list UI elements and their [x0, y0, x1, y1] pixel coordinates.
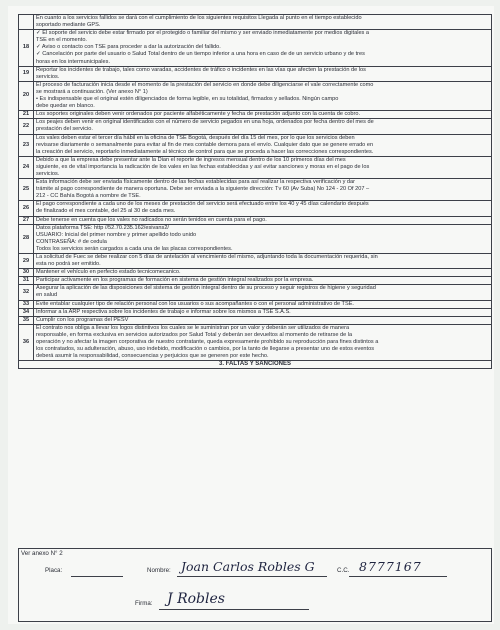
- clause-text: [34, 216, 492, 224]
- clause-number: 34: [19, 308, 34, 316]
- clause-line: La solicitud de Fuec se debe realizar con 5 días de antelación al vencimiento del mismo, adjuntando toda la documentación requerida, sin: [36, 254, 378, 260]
- clause-line: Cumplir con los programas del PESV: [36, 316, 129, 323]
- clause-line: Datos plataforma TSE: http //52.70.235.162/esivans2/: [36, 224, 169, 231]
- clause-line: Debido a que la empresa debe presentar ante la Dian el reporte de ingresos mensual dentro de los 10 primeros días del mes: [36, 156, 346, 163]
- clause-line: TSE en el momento.: [36, 37, 87, 44]
- annex-section: [18, 548, 492, 622]
- clause-number: 27: [19, 216, 34, 224]
- clause-line: Informar a la ARP respectiva sobre los incidentes de trabajo e informar sobre los mismos a TSE S.A.S.: [36, 308, 291, 315]
- clause-line: soportado mediante GPS.: [36, 22, 101, 29]
- firma-field: [159, 609, 309, 610]
- clause-line: Los soportes originales deben venir ordenados por paciente alfabéticamente y fecha de prestación adjunto con la cuenta de cobro.: [36, 111, 361, 118]
- clause-row: [19, 324, 492, 360]
- clause-row: [19, 15, 492, 30]
- clause-number: 32: [19, 285, 34, 300]
- clause-text: [34, 324, 492, 360]
- cc-field: [349, 576, 447, 577]
- nombre-field: [177, 576, 327, 577]
- clause-row: [19, 30, 492, 66]
- clauses-table: [18, 14, 492, 369]
- clause-line: ✓ Aviso o contacto con TSE para proceder a dar la autorización del fallido.: [36, 44, 221, 51]
- clause-line: 212 - CC Bahía Bogotá a nombre de TSE.: [36, 193, 141, 200]
- clause-line: El proceso de facturación inicia desde el momento de la prestación del servicio en donde debe diligenciarse el vale correctamente como: [36, 81, 374, 88]
- clause-text: [34, 179, 492, 201]
- nombre-label: Nombre:: [147, 567, 171, 574]
- clause-text: [34, 119, 492, 134]
- clause-row: [19, 66, 492, 81]
- clause-number: 25: [19, 179, 34, 201]
- clause-text: [34, 81, 492, 110]
- clause-number: 24: [19, 156, 34, 178]
- clause-number: 36: [19, 324, 34, 360]
- clause-number: [19, 15, 34, 30]
- clause-row: [19, 111, 492, 119]
- clause-number: 20: [19, 81, 34, 110]
- clause-number: 18: [19, 30, 34, 66]
- clause-number: 23: [19, 134, 34, 156]
- placa-field: [71, 576, 123, 577]
- clause-line: operación y no afectar la imagen corporativa de nuestro contratante, queda expresamente prohibido su reproducción para fines distintos a: [36, 339, 379, 346]
- clause-line: Participar activamente en los programas de formación en sistema de gestión integral realizados por la empresa.: [36, 277, 314, 284]
- clause-row: [19, 179, 492, 201]
- clause-text: [34, 66, 492, 81]
- clause-text: [34, 316, 492, 324]
- clause-text: [34, 111, 492, 119]
- clause-line: horas en los intermunicipales.: [36, 58, 110, 65]
- clause-line: servicios.: [36, 73, 60, 80]
- clause-line: deberá asumir la responsabilidad, consecuencias y perjuicios que se generen por este hecho.: [36, 353, 269, 360]
- cc-handwritten: 8777167: [359, 559, 422, 574]
- clause-line: El contrato nos obliga a llevar los logos distintivos los cuales se le suministran por un valor y deberán ser utilizados de manera: [36, 324, 350, 331]
- clause-text: [34, 300, 492, 308]
- clause-line: Todos los servicios serán cargados a cada una de las placas correspondientes.: [36, 245, 233, 252]
- clause-line: se mostrará a continuación. (Ver anexo N° 1): [36, 88, 148, 95]
- clause-line: • Es indispensable que el original estén diligenciados de forma legible, en su totalidad, firmados y sellados. Ningún campo: [36, 96, 339, 103]
- clause-text: [34, 277, 492, 285]
- firma-signature: J Robles: [167, 591, 225, 607]
- clause-line: la creación del servicio, reportarlo inmediatamente al técnico de control para que se proceda a hacer las correcciones correspondientes.: [36, 148, 374, 155]
- clause-line: trámite al pago correspondiente de manera oportuna. Debe ser enviada a la siguiente dirección: Tv 60 (Av Suba) No 124 - 20 Of 207 –: [36, 186, 370, 193]
- clause-text: [34, 134, 492, 156]
- clause-row: [19, 224, 492, 253]
- clause-line: de finalizado el mes contable, del 25 al 30 de cada mes.: [36, 208, 176, 215]
- clause-line: Mantener el vehículo en perfecto estado tecnicomecanico.: [36, 269, 181, 276]
- clause-number: 31: [19, 277, 34, 285]
- clause-line: USUARIO: Inicial del primer nombre y primer apellido todo unido: [36, 231, 197, 238]
- clause-number: 28: [19, 224, 34, 253]
- clause-row: [19, 254, 492, 269]
- nombre-handwritten: Joan Carlos Robles G: [181, 559, 315, 574]
- clause-number: 26: [19, 201, 34, 216]
- clause-line: Asegurar la aplicación de las disposiciones del sistema de gestión integral dentro de su proceso y seguir registros de higiene y seguridad: [36, 285, 376, 292]
- clause-line: El pago correspondiente a cada uno de los meses de prestación del servicio será efectuado entre los 40 y 45 días calendario después: [36, 201, 369, 208]
- clause-number: 33: [19, 300, 34, 308]
- clause-text: [34, 269, 492, 277]
- clause-row: [19, 134, 492, 156]
- clause-line: En cuanto a los servicios fallidos se dará con el cumplimiento de los siguientes requisitos Llegada al punto en el tiempo establecido: [36, 15, 362, 21]
- section-title: 3. FALTAS Y SANCIONES: [19, 361, 492, 369]
- clause-number: 29: [19, 254, 34, 269]
- clause-line: Reportar los incidentes de trabajo, tales como varadas, accidentes de tráfico o incidentes en las vías que afecten la prestación de los: [36, 66, 366, 73]
- clause-row: [19, 277, 492, 285]
- clause-row: [19, 81, 492, 110]
- clause-line: ✓ El soporte del servicio debe estar firmado por el protegido o familiar del mismo y ser enviado inmediatamente por medios digitales a: [36, 30, 370, 37]
- clause-text: [34, 308, 492, 316]
- clause-text: [34, 156, 492, 178]
- clause-line: CONTRASEÑA: # de cedula: [36, 238, 107, 245]
- clause-row: [19, 316, 492, 324]
- placa-label: Placa:: [45, 567, 63, 574]
- clause-number: 22: [19, 119, 34, 134]
- clause-line: Evite entablar cualquier tipo de relación personal con los usuarios o sus acompañantes o con el personal administrativo de TSE.: [36, 300, 354, 307]
- clause-text: [34, 285, 492, 300]
- clause-row: [19, 285, 492, 300]
- clause-row: [19, 216, 492, 224]
- clause-line: Los vales deben estar el tercer día hábil en la oficina de TSE Bogotá, después del día 15 del mes, por lo que los servicios deben: [36, 134, 355, 141]
- clause-row: [19, 201, 492, 216]
- clause-line: esta no podrá ser emitido.: [36, 261, 101, 268]
- clause-number: 19: [19, 66, 34, 81]
- clause-line: en salud: [36, 292, 58, 299]
- clause-line: revisarse diariamente o semanalmente para evitar al fin de mes contable demora para el envío. Cualquier dato que se genere errado en: [36, 141, 374, 148]
- clause-line: ✓ Cancelación por parte del usuario o Salud Total dentro de un tiempo inferior a una hora en caso de de un servicio urbano y de tres: [36, 51, 365, 58]
- clause-line: Esta información debe ser enviada físicamente dentro de las fechas establecidas para así realizar la respectiva verificación y dar: [36, 179, 356, 186]
- clause-row: [19, 300, 492, 308]
- clause-line: debe quedar en blanco.: [36, 103, 95, 110]
- clause-text: [34, 30, 492, 66]
- clause-number: 30: [19, 269, 34, 277]
- clause-text: [34, 254, 492, 269]
- clause-line: responsable, en forma exclusiva en servicios autorizados por Salud Total y deberán ser devueltos al momento de retirarse de la: [36, 331, 353, 338]
- clause-line: Los peajes deben venir en original identificados con el número de servicio pegados en una hoja, ordenados por fecha dentro del mes de: [36, 119, 374, 126]
- clause-line: Debe tenerse en cuenta que los vales no radicados no serán tenidos en cuenta para el pago.: [36, 216, 267, 223]
- clause-number: 35: [19, 316, 34, 324]
- clause-number: 21: [19, 111, 34, 119]
- clause-row: [19, 308, 492, 316]
- clause-line: servicios.: [36, 170, 60, 177]
- section-heading-row: [19, 361, 492, 369]
- cc-label: C.C.: [337, 567, 350, 574]
- clause-row: [19, 156, 492, 178]
- document-page: [8, 6, 494, 624]
- clause-text: [34, 201, 492, 216]
- firma-label: Firma:: [135, 600, 153, 607]
- clause-text: [34, 224, 492, 253]
- clause-line: prestación del servicio.: [36, 126, 93, 133]
- annex-title: Ver anexo N° 2: [21, 550, 63, 557]
- clause-text: [34, 15, 492, 30]
- clause-row: [19, 269, 492, 277]
- clause-line: los contratados, su adulteración, abuso, uso indebido, modificación o cambios, por la tanto de llegarse a presentar uno de estos eventos: [36, 346, 375, 353]
- clause-row: [19, 119, 492, 134]
- clause-line: siguiente, es de vital importancia la radicación de los vales en las fechas establecidas y así evitar sanciones y moras en el pago de los: [36, 163, 370, 170]
